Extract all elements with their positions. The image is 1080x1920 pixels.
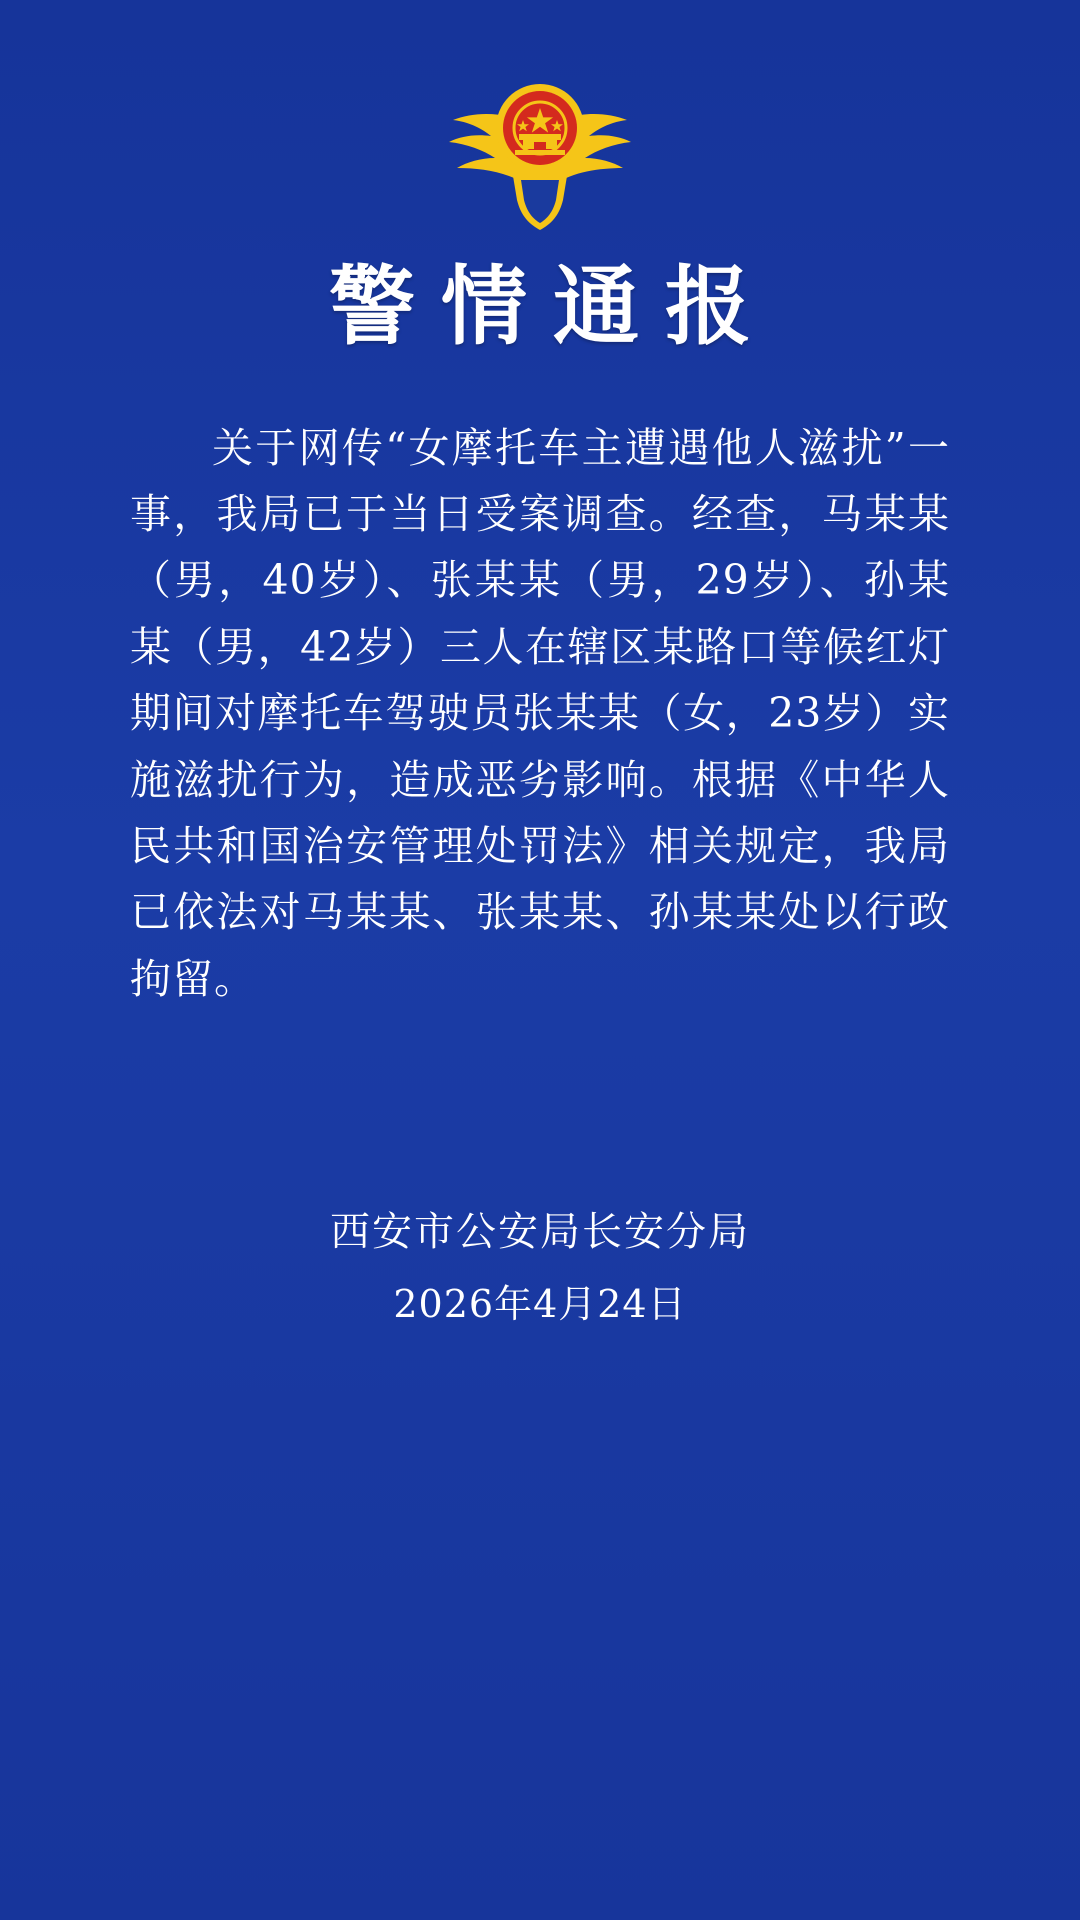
emblem-container: [0, 0, 1080, 232]
page-title: 警情通报: [329, 256, 777, 357]
china-police-emblem-icon: [435, 72, 645, 232]
issue-date: 2026年4月24日: [393, 1282, 687, 1327]
signature-block: [130, 1202, 950, 1333]
issuing-organization: 西安市公安局长安分局: [330, 1209, 750, 1256]
notice-body: 关于网传“女摩托车主遭遇他人滋扰”一事，我局已于当日受案调查。经查，马某某（男，40岁）、张某某（男，29岁）、孙某某（男，42岁）三人在辖区某路口等候红灯期间对摩托车驾驶员张某某（女，23岁）实施滋扰行为，造成恶劣影响。根据《中华人民共和国治安管理处罚法》相关规定，我局已依法对马某某、张某某、孙某某处以行政拘留。: [130, 423, 950, 1003]
